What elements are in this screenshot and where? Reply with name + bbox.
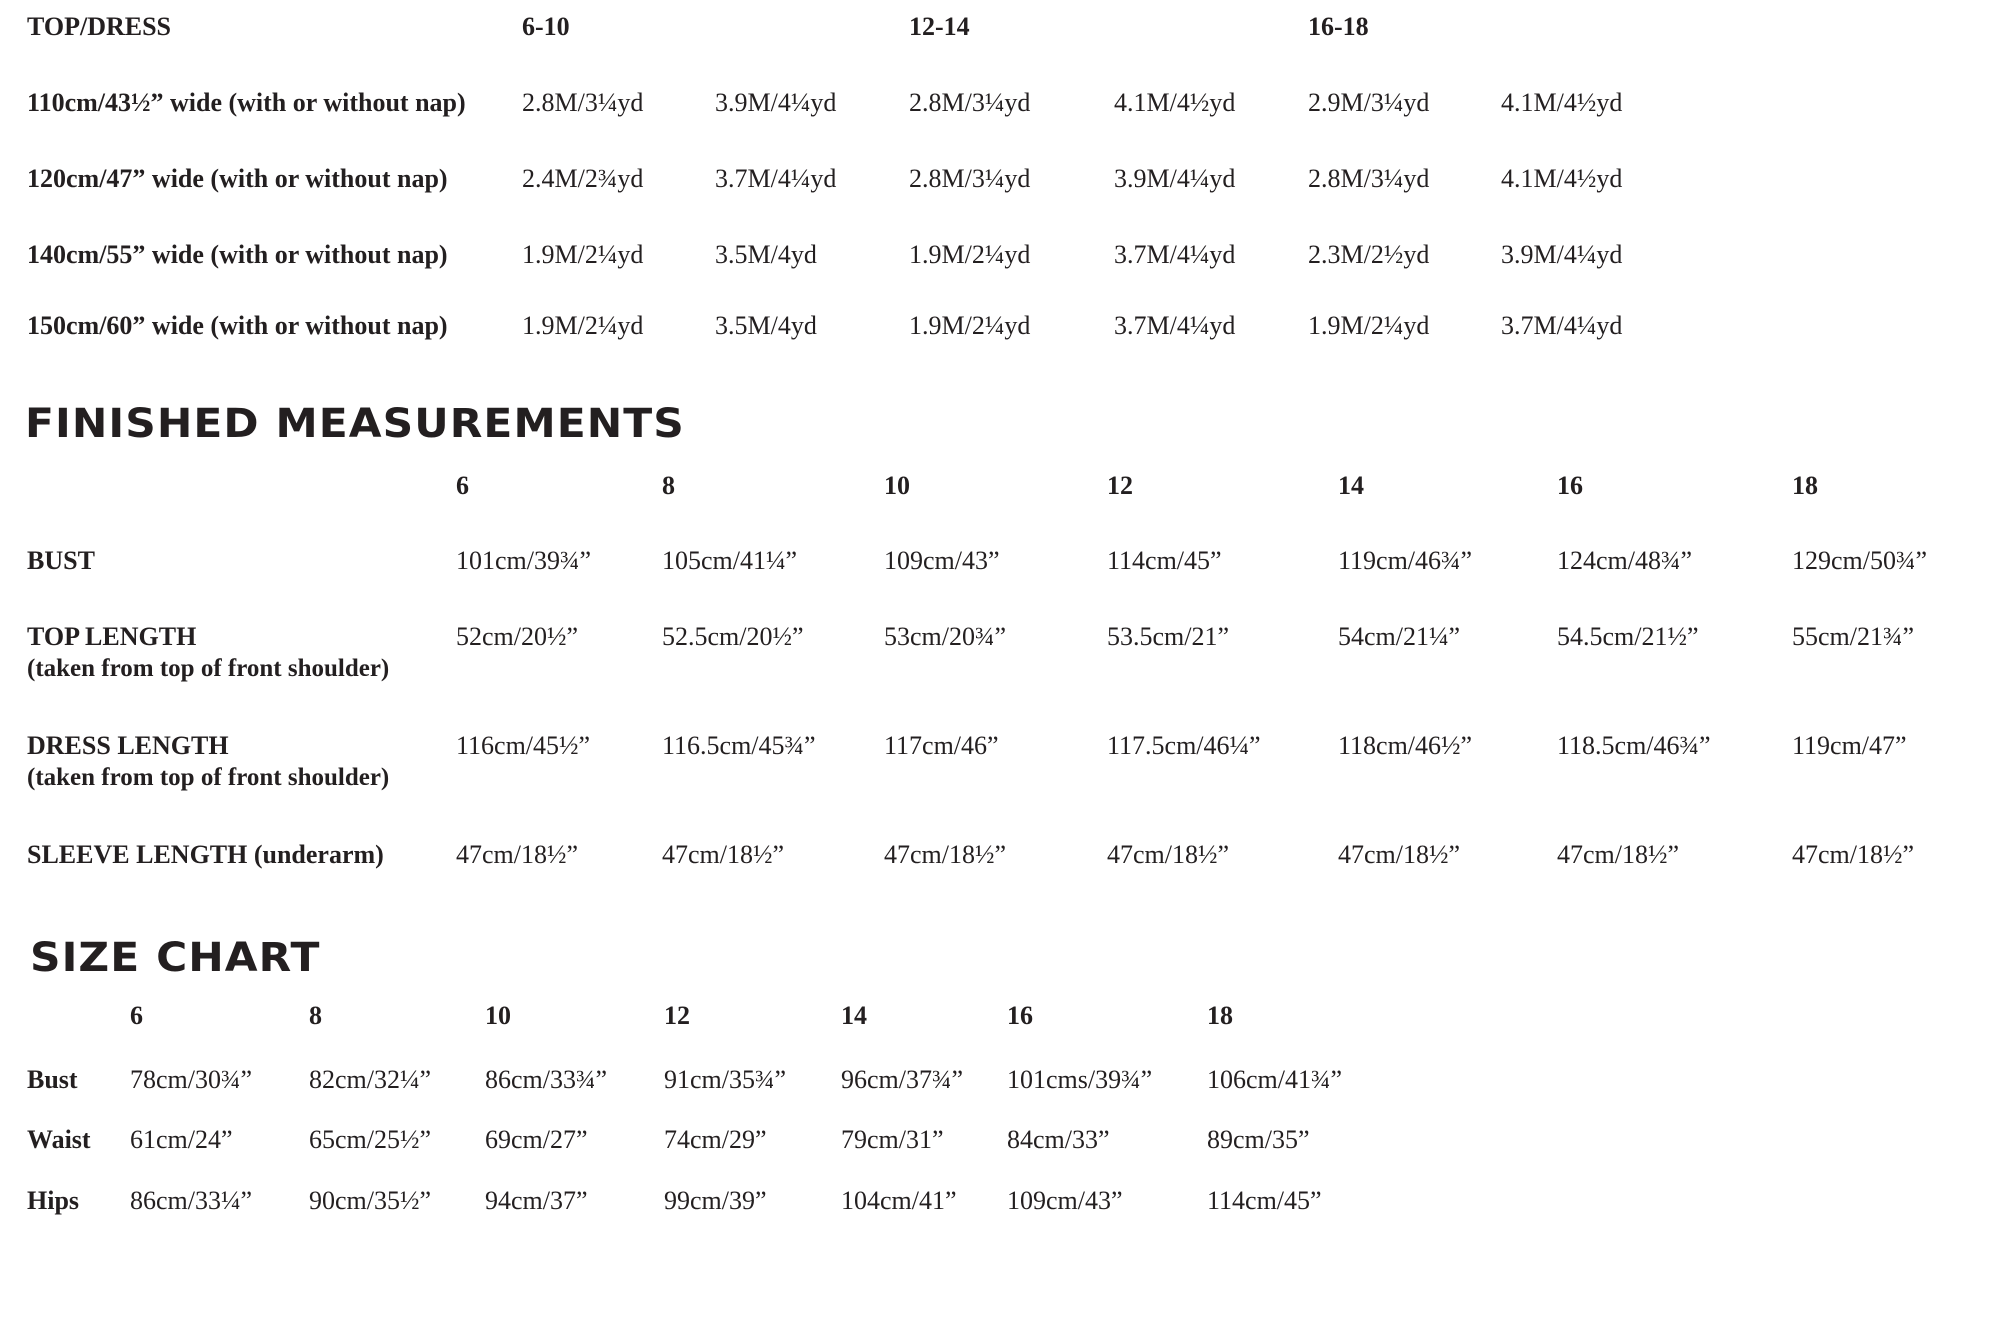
yardage-cell: 3.9M/4¼yd	[1501, 240, 1623, 269]
yardage-cell: 2.3M/2½yd	[1308, 240, 1430, 269]
finished-cell: 105cm/41¼”	[662, 546, 798, 575]
finished-cell: 47cm/18½”	[1338, 840, 1461, 869]
yardage-cell: 3.7M/4¼yd	[1501, 311, 1623, 340]
finished-row-label	[27, 621, 389, 685]
finished-row-title: DRESS LENGTH	[27, 731, 229, 760]
size-chart-row-label: Waist	[27, 1125, 91, 1154]
yardage-row-label: 140cm/55” wide (with or without nap)	[27, 240, 448, 269]
finished-cell: 52.5cm/20½”	[662, 622, 804, 651]
yardage-cell: 3.7M/4¼yd	[1114, 311, 1236, 340]
finished-size-header: 16	[1557, 471, 1583, 500]
finished-cell: 47cm/18½”	[1792, 840, 1915, 869]
finished-size-header: 14	[1338, 471, 1364, 500]
finished-cell: 109cm/43”	[884, 546, 1000, 575]
finished-cell: 53cm/20¾”	[884, 622, 1007, 651]
yardage-cell: 1.9M/2¼yd	[522, 240, 644, 269]
size-chart-cell: 86cm/33¾”	[485, 1065, 608, 1094]
yardage-cell: 3.9M/4¼yd	[1114, 164, 1236, 193]
size-chart-cell: 82cm/32¼”	[309, 1065, 432, 1094]
size-chart-cell: 109cm/43”	[1007, 1186, 1123, 1215]
size-chart-cell: 69cm/27”	[485, 1125, 588, 1154]
yardage-cell: 1.9M/2¼yd	[909, 240, 1031, 269]
finished-size-header: 8	[662, 471, 675, 500]
size-chart-cell: 90cm/35½”	[309, 1186, 432, 1215]
size-chart-cell: 96cm/37¾”	[841, 1065, 964, 1094]
finished-cell: 101cm/39¾”	[456, 546, 592, 575]
size-chart-row-label: Hips	[27, 1186, 80, 1215]
yardage-cell: 3.9M/4¼yd	[715, 88, 837, 117]
size-chart-cell: 79cm/31”	[841, 1125, 944, 1154]
finished-cell: 119cm/46¾”	[1338, 546, 1473, 575]
size-chart-cell: 94cm/37”	[485, 1186, 588, 1215]
size-chart-size-header: 12	[664, 1001, 690, 1030]
yardage-cell: 3.7M/4¼yd	[715, 164, 837, 193]
size-chart-cell: 74cm/29”	[664, 1125, 767, 1154]
finished-cell: 124cm/48¾”	[1557, 546, 1693, 575]
yardage-cell: 4.1M/4½yd	[1114, 88, 1236, 117]
finished-cell: 47cm/18½”	[662, 840, 785, 869]
finished-row-note: (taken from top of front shoulder)	[27, 764, 390, 791]
size-chart-cell: 61cm/24”	[130, 1125, 233, 1154]
yardage-cell: 2.9M/3¼yd	[1308, 88, 1430, 117]
yardage-header-label: TOP/DRESS	[27, 12, 172, 41]
finished-row-label	[27, 730, 389, 794]
finished-cell: 119cm/47”	[1792, 731, 1907, 760]
finished-cell: 47cm/18½”	[1107, 840, 1230, 869]
finished-cell: 54cm/21¼”	[1338, 622, 1461, 651]
size-chart-size-header: 10	[485, 1001, 511, 1030]
yardage-size-group: 16-18	[1308, 12, 1369, 41]
yardage-cell: 2.4M/2¾yd	[522, 164, 644, 193]
finished-row-title: SLEEVE LENGTH (underarm)	[27, 840, 384, 869]
yardage-cell: 1.9M/2¼yd	[522, 311, 644, 340]
finished-size-header: 6	[456, 471, 469, 500]
finished-size-header: 18	[1792, 471, 1818, 500]
size-chart-cell: 86cm/33¼”	[130, 1186, 253, 1215]
finished-size-header: 12	[1107, 471, 1133, 500]
yardage-cell: 2.8M/3¼yd	[522, 88, 644, 117]
finished-cell: 53.5cm/21”	[1107, 622, 1230, 651]
size-chart-size-header: 16	[1007, 1001, 1033, 1030]
yardage-cell: 2.8M/3¼yd	[909, 88, 1031, 117]
finished-cell: 47cm/18½”	[1557, 840, 1680, 869]
size-chart-size-header: 8	[309, 1001, 322, 1030]
yardage-size-group: 12-14	[909, 12, 970, 41]
finished-cell: 117cm/46”	[884, 731, 999, 760]
yardage-cell: 3.5M/4yd	[715, 311, 817, 340]
finished-cell: 55cm/21¾”	[1792, 622, 1915, 651]
yardage-row-label: 110cm/43½” wide (with or without nap)	[27, 88, 466, 117]
size-chart-size-header: 6	[130, 1001, 143, 1030]
yardage-cell: 2.8M/3¼yd	[1308, 164, 1430, 193]
size-chart-cell: 104cm/41”	[841, 1186, 957, 1215]
finished-cell: 118.5cm/46¾”	[1557, 731, 1711, 760]
finished-cell: 116cm/45½”	[456, 731, 591, 760]
yardage-row-label: 120cm/47” wide (with or without nap)	[27, 164, 448, 193]
finished-cell: 54.5cm/21½”	[1557, 622, 1699, 651]
finished-measurements-title: FINISHED MEASUREMENTS	[25, 401, 685, 447]
finished-size-header: 10	[884, 471, 910, 500]
size-chart-cell: 101cms/39¾”	[1007, 1065, 1153, 1094]
size-chart-size-header: 18	[1207, 1001, 1233, 1030]
size-chart-title: SIZE CHART	[30, 935, 321, 981]
yardage-cell: 4.1M/4½yd	[1501, 88, 1623, 117]
size-chart-cell: 65cm/25½”	[309, 1125, 432, 1154]
finished-row-label	[27, 545, 95, 577]
finished-row-label	[27, 839, 384, 871]
finished-cell: 47cm/18½”	[456, 840, 579, 869]
finished-cell: 47cm/18½”	[884, 840, 1007, 869]
finished-row-title: BUST	[27, 546, 95, 575]
yardage-cell: 1.9M/2¼yd	[909, 311, 1031, 340]
yardage-cell: 2.8M/3¼yd	[909, 164, 1031, 193]
finished-cell: 117.5cm/46¼”	[1107, 731, 1261, 760]
size-chart-cell: 106cm/41¾”	[1207, 1065, 1343, 1094]
yardage-size-group: 6-10	[522, 12, 570, 41]
finished-cell: 129cm/50¾”	[1792, 546, 1928, 575]
size-chart-cell: 78cm/30¾”	[130, 1065, 253, 1094]
finished-cell: 116.5cm/45¾”	[662, 731, 816, 760]
finished-row-title: TOP LENGTH	[27, 622, 197, 651]
size-chart-size-header: 14	[841, 1001, 867, 1030]
finished-cell: 114cm/45”	[1107, 546, 1222, 575]
yardage-cell: 3.7M/4¼yd	[1114, 240, 1236, 269]
yardage-cell: 3.5M/4yd	[715, 240, 817, 269]
size-chart-row-label: Bust	[27, 1065, 78, 1094]
yardage-row-label: 150cm/60” wide (with or without nap)	[27, 311, 448, 340]
finished-cell: 52cm/20½”	[456, 622, 579, 651]
finished-row-note: (taken from top of front shoulder)	[27, 655, 390, 682]
size-chart-cell: 91cm/35¾”	[664, 1065, 787, 1094]
size-chart-cell: 89cm/35”	[1207, 1125, 1310, 1154]
yardage-cell: 4.1M/4½yd	[1501, 164, 1623, 193]
finished-cell: 118cm/46½”	[1338, 731, 1473, 760]
size-chart-cell: 114cm/45”	[1207, 1186, 1322, 1215]
size-chart-cell: 84cm/33”	[1007, 1125, 1110, 1154]
yardage-cell: 1.9M/2¼yd	[1308, 311, 1430, 340]
size-chart-cell: 99cm/39”	[664, 1186, 767, 1215]
